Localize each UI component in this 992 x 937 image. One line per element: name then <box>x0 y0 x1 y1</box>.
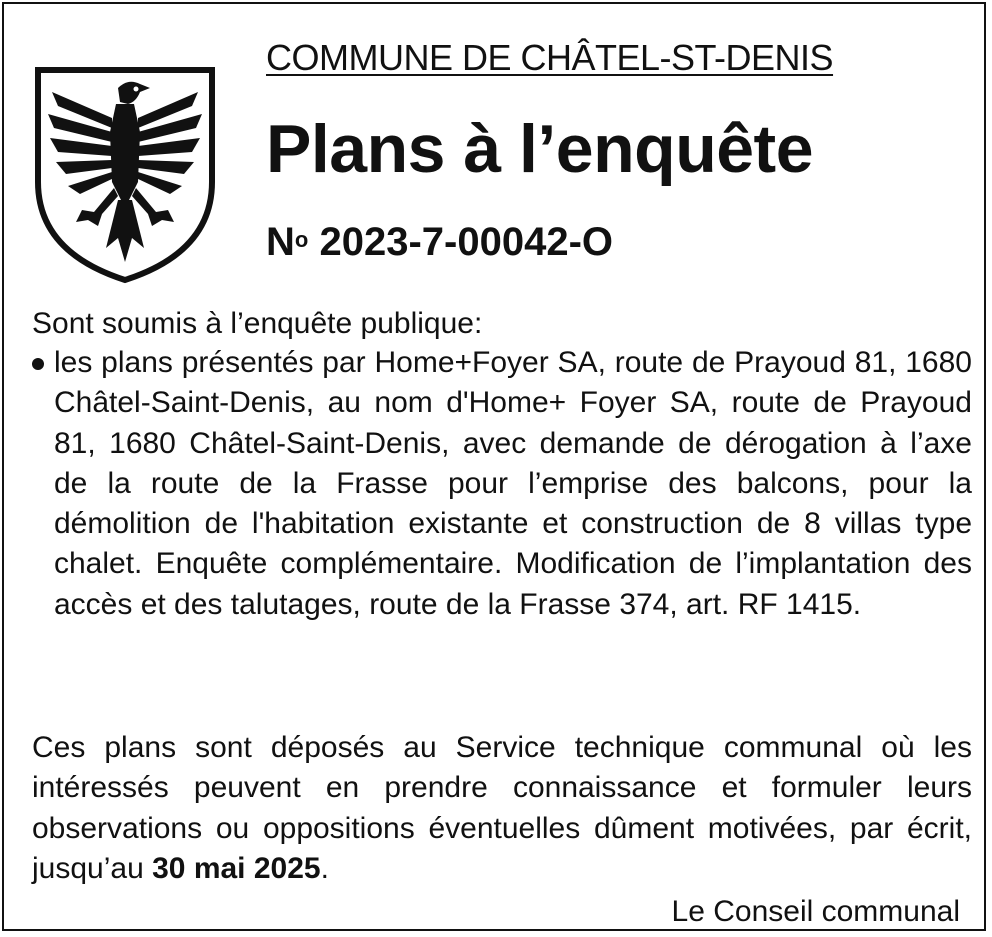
signature: Le Conseil communal <box>671 895 960 928</box>
closing-end: . <box>320 851 329 885</box>
list-item-text: les plans présentés par Home+Foyer SA, route de Prayoud 81, 1680 Châtel-Saint-Denis, au nom d'Home+ Foyer SA, route de Prayoud 81, 1680 Châtel-Saint-Denis, avec demande de dérogation à l’axe de la route de la Frasse pour l’emprise des balcons, pour la démolition de l'habitation existante et construction de 8 villas type chalet. Enquête complémentaire. Modification de l’implantation des accès et des talutages, route de la Frasse 374, art. RF 1415. <box>54 346 972 621</box>
list-item <box>32 343 972 625</box>
dossier-number <box>266 218 613 266</box>
commune-name: COMMUNE DE CHÂTEL-ST-DENIS <box>266 37 834 78</box>
bullet-icon <box>32 358 44 370</box>
public-notice <box>2 2 986 931</box>
deadline-date: 30 mai 2025 <box>152 851 321 885</box>
page-title: Plans à l’enquête <box>266 111 814 187</box>
number-prefix: N <box>266 220 295 264</box>
eagle-coat-of-arms-icon <box>32 62 218 284</box>
intro-text: Sont soumis à l’enquête publique: <box>32 307 483 340</box>
closing-text: Ces plans sont déposés au Service technique communal où les intéressés peuvent en prendre connaissance et formuler leurs observations ou oppositions éventuelles dûment motivées, par écrit, jusqu’au <box>32 731 972 885</box>
plans-list <box>32 343 972 625</box>
number-suffix: o <box>294 227 309 252</box>
closing-paragraph <box>32 728 972 889</box>
dossier-number-value: 2023-7-00042-O <box>319 220 614 264</box>
